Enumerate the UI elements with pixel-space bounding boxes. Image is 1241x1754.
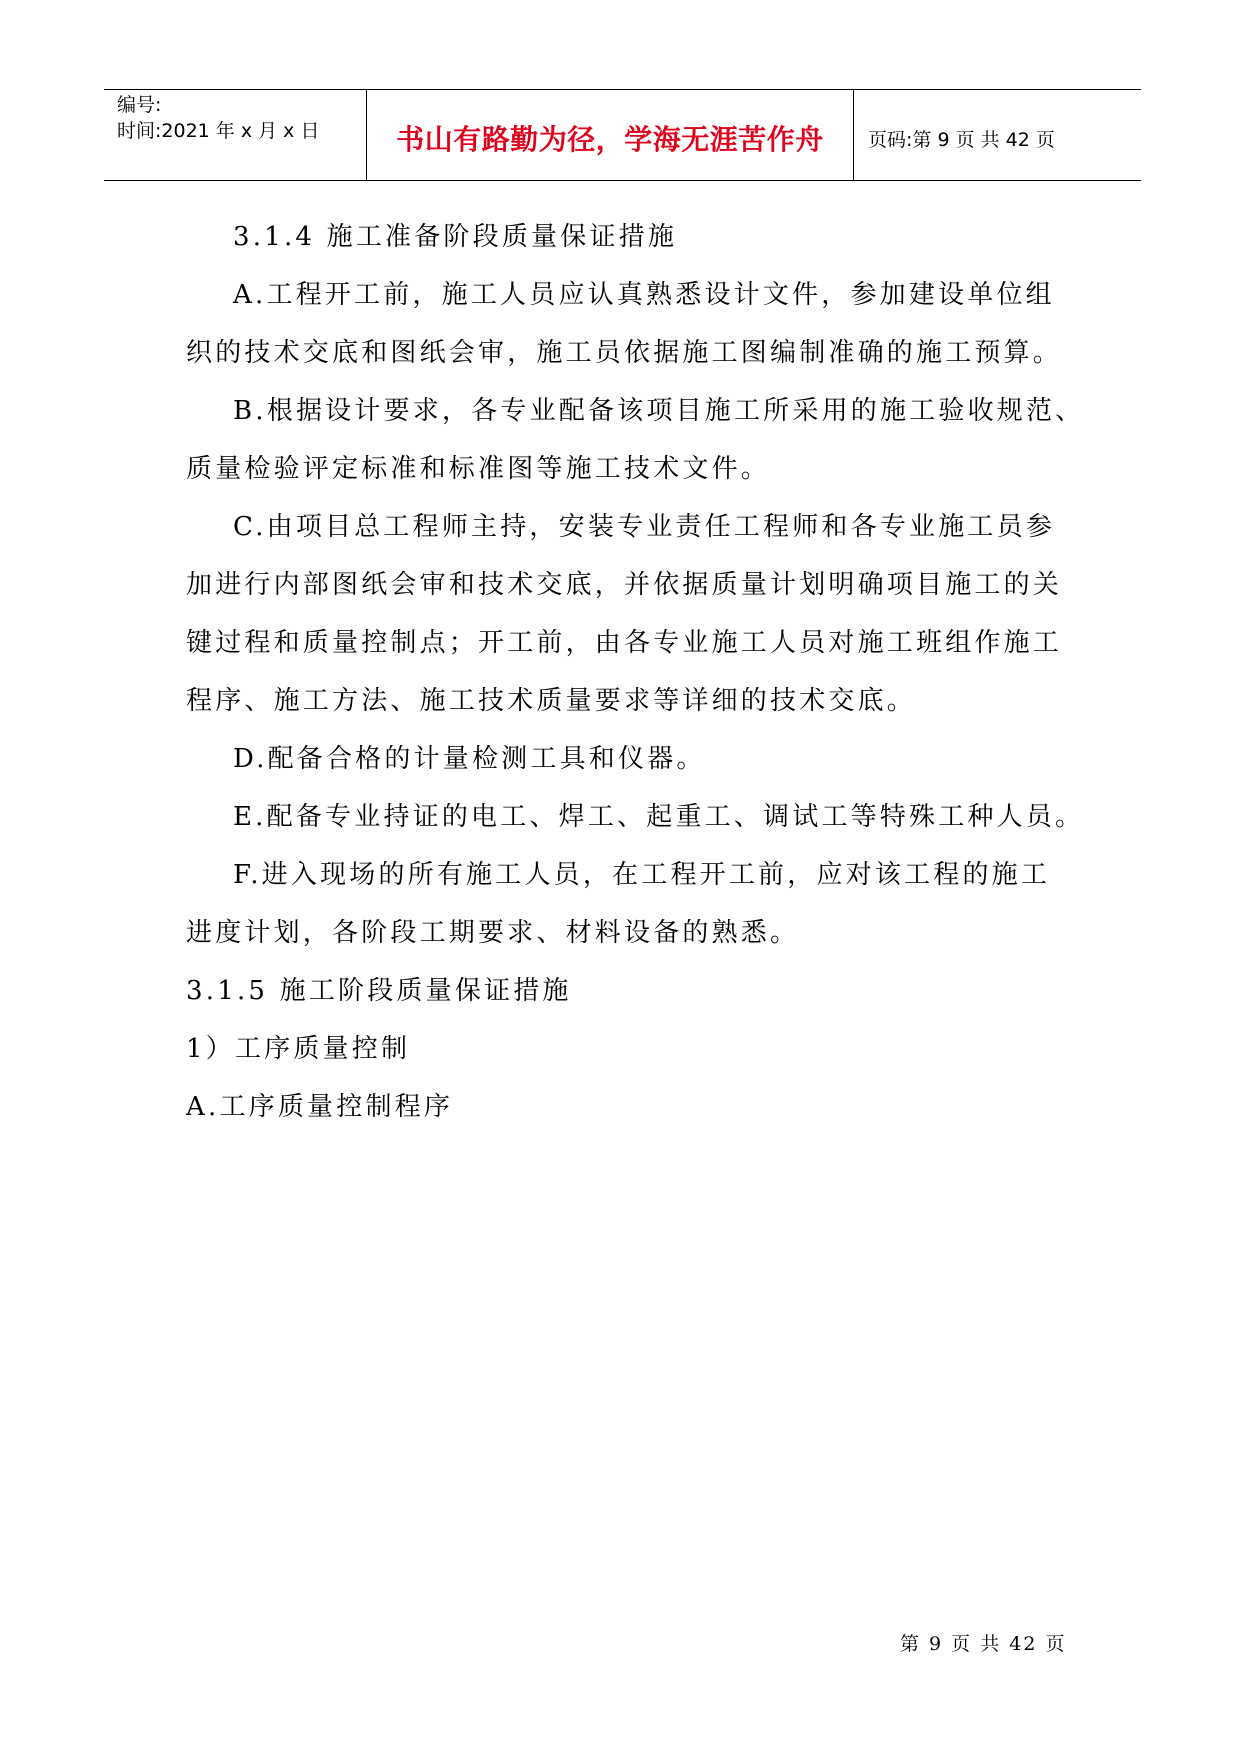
paragraph-line: B.根据设计要求，各专业配备该项目施工所采用的施工验收规范、 (233, 396, 1085, 426)
subsection-heading: A.工序质量控制程序 (186, 1092, 454, 1122)
paragraph-line: 3.1.4 施工准备阶段质量保证措施 (233, 222, 678, 252)
page-footer: 第 9 页 共 42 页 (900, 1633, 1067, 1655)
paragraph-line: C.由项目总工程师主持，安装专业责任工程师和各专业施工员参 (233, 512, 1056, 542)
paragraph-line: 程序、施工方法、施工技术质量要求等详细的技术交底。 (186, 686, 917, 716)
paragraph-line: F.进入现场的所有施工人员，在工程开工前，应对该工程的施工 (233, 860, 1051, 890)
paragraph-line: D.配备合格的计量检测工具和仪器。 (233, 744, 706, 774)
document-body (186, 208, 1085, 1136)
paragraph-line: 加进行内部图纸会审和技术交底，并依据质量计划明确项目施工的关 (186, 570, 1063, 600)
page-header (104, 89, 1141, 181)
header-page-info: 页码:第 9 页 共 42 页 (868, 128, 1055, 151)
header-motto: 书山有路勤为径，学海无涯苦作舟 (396, 123, 824, 156)
paragraph-line: E.配备专业持证的电工、焊工、起重工、调试工等特殊工种人员。 (233, 802, 1085, 832)
document-time-label: 时间:2021 年 x 月 x 日 (117, 120, 320, 142)
header-meta-cell (104, 90, 367, 180)
document-number-label: 编号: (117, 94, 162, 116)
section-heading: 3.1.5 施工阶段质量保证措施 (186, 976, 572, 1006)
paragraph-line: A.工程开工前，施工人员应认真熟悉设计文件，参加建设单位组 (233, 280, 1055, 310)
header-motto-cell (367, 90, 854, 180)
paragraph-line: 织的技术交底和图纸会审，施工员依据施工图编制准确的施工预算。 (186, 338, 1063, 368)
paragraph-line: 质量检验评定标准和标准图等施工技术文件。 (186, 454, 771, 484)
paragraph-line: 键过程和质量控制点；开工前，由各专业施工人员对施工班组作施工 (186, 628, 1063, 658)
paragraph-line: 进度计划，各阶段工期要求、材料设备的熟悉。 (186, 918, 800, 948)
header-page-cell (854, 90, 1141, 180)
subsection-heading: 1）工序质量控制 (186, 1034, 411, 1064)
